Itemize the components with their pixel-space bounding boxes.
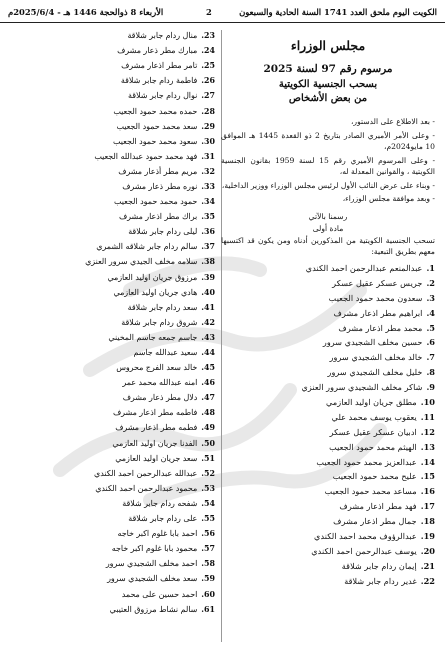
name-list-item <box>10 179 215 194</box>
person-name: مرزوق جريان اوليد العازمي <box>107 272 198 282</box>
person-name: منال ردام جابر شلاقة <box>127 31 198 41</box>
item-number: 7. <box>426 352 435 363</box>
item-number: 43. <box>201 332 215 342</box>
name-list-item <box>221 573 435 588</box>
item-number: 5. <box>426 322 435 333</box>
name-list-item <box>10 526 215 541</box>
person-name: هادي جريان اوليد العازمي <box>113 287 198 297</box>
item-number: 27. <box>201 91 215 101</box>
person-name: محمود عبدالرحمن احمد الكندي <box>95 483 198 493</box>
name-list-item <box>221 275 435 290</box>
item-number: 31. <box>201 151 215 161</box>
name-list-item <box>221 499 435 514</box>
article-title: مادة أولى <box>312 223 344 233</box>
name-list-item <box>10 103 215 118</box>
names-list-left <box>10 28 215 617</box>
name-list-item <box>221 261 435 276</box>
person-name: إيمان ردام جابر شلاقة <box>341 560 417 571</box>
name-list-item <box>10 556 215 571</box>
person-name: نوال ردام جابر شلاقة <box>127 91 198 101</box>
name-list-item <box>10 164 215 179</box>
name-list-item <box>10 405 215 420</box>
item-number: 41. <box>201 302 215 312</box>
item-number: 42. <box>201 317 215 327</box>
name-list-item <box>10 481 215 496</box>
name-list-item <box>10 511 215 526</box>
name-list-item <box>10 149 215 164</box>
name-list-item <box>10 420 215 435</box>
name-list-item <box>10 436 215 451</box>
person-name: سعد محمد حمود الجعيب <box>116 121 198 131</box>
item-number: 19. <box>420 530 435 541</box>
person-name: الفدنا جريان اوليد العازمي <box>112 438 198 448</box>
person-name: فهد محمد حمود عبدالله الجعيب <box>94 151 198 161</box>
item-number: 59. <box>201 574 215 584</box>
person-name: شروق ردام جابر شلاقة <box>121 317 198 327</box>
name-list-item <box>10 330 215 345</box>
person-name: شاكر مخلف الشجيدي سرور العنزي <box>301 382 423 393</box>
item-number: 10. <box>420 396 435 407</box>
name-list-item <box>10 73 215 88</box>
item-number: 51. <box>201 453 215 463</box>
name-list-item <box>10 194 215 209</box>
person-name: احمد مخلف الشجيدي سرور <box>105 559 198 569</box>
name-list-item <box>221 529 435 544</box>
person-name: ادبيان عسكر عقيل عسكر <box>329 426 417 437</box>
person-name: مبارك مطر ذعار مشرف <box>117 46 198 56</box>
preamble-item: - وبناء على عرض النائب الأول لرئيس مجلس الوزراء ووزير الداخلية، <box>221 180 435 190</box>
item-number: 60. <box>201 589 215 599</box>
name-list-item <box>221 424 435 439</box>
preamble-item: - بعد الاطلاع على الدستور، <box>350 117 435 126</box>
name-list-item <box>221 290 435 305</box>
name-list-item <box>10 270 215 285</box>
person-name: فاطمة ردام جابر شلاقة <box>120 76 198 86</box>
decree-title: مرسوم رقم 97 لسنة 2025 <box>263 63 393 75</box>
item-number: 32. <box>201 166 215 176</box>
person-name: الهيثم محمد حمود الجعيب <box>329 441 417 452</box>
name-list-item <box>10 586 215 601</box>
name-list-item <box>10 315 215 330</box>
name-list-item <box>10 209 215 224</box>
name-list-item <box>221 543 435 558</box>
item-number: 21. <box>420 560 435 571</box>
name-list-item <box>10 58 215 73</box>
name-list-item <box>10 345 215 360</box>
name-list-item <box>221 409 435 424</box>
item-number: 8. <box>426 367 435 378</box>
item-number: 16. <box>420 486 435 497</box>
person-name: جاسم جمعه جاسم المخيني <box>108 332 198 342</box>
person-name: تامر مطر اذعار مشرف <box>121 61 198 71</box>
person-name: ابراهيم مطر اذعار مشرف <box>333 307 423 318</box>
name-list-item <box>10 602 215 617</box>
person-name: مطلق جريان اوليد العازمي <box>326 396 417 407</box>
name-list-item <box>10 375 215 390</box>
subject-line-1: بسحب الجنسية الكويتية <box>278 79 378 90</box>
person-name: خالد مخلف الشجيدي سرور <box>329 352 423 363</box>
name-list-item <box>10 239 215 254</box>
item-number: 38. <box>201 257 215 267</box>
name-list-item <box>10 224 215 239</box>
item-number: 15. <box>420 471 435 482</box>
item-number: 53. <box>201 483 215 493</box>
subject-line-2: من بعض الأشخاص <box>288 93 368 104</box>
decree-subject <box>221 78 435 106</box>
name-list-item <box>10 360 215 375</box>
authority-title: مجلس الوزراء <box>290 38 366 53</box>
item-number: 17. <box>420 501 435 512</box>
item-number: 4. <box>426 307 435 318</box>
item-number: 34. <box>201 197 215 207</box>
item-number: 44. <box>201 348 215 358</box>
person-name: سعد مخلف الشجيدي سرور <box>107 574 198 584</box>
item-number: 47. <box>201 393 215 403</box>
person-name: خليل مخلف الشجيدي سرور <box>327 367 423 378</box>
name-list-item <box>10 451 215 466</box>
person-name: سعد جريان اوليد العازمي <box>115 453 198 463</box>
name-list-item <box>10 134 215 149</box>
person-name: احمد حسين على محمد <box>121 589 198 599</box>
person-name: عليح محمد حمود الجعيب <box>332 471 417 482</box>
item-number: 6. <box>426 337 435 348</box>
name-list-item <box>10 88 215 103</box>
person-name: سعدون محمد حمود الجعيب <box>328 292 423 303</box>
preamble-item: - وبعد موافقة مجلس الوزراء، <box>342 194 435 203</box>
name-list-item <box>221 469 435 484</box>
item-number: 9. <box>426 382 435 393</box>
item-number: 3. <box>426 292 435 303</box>
item-number: 20. <box>420 545 435 556</box>
person-name: براك مطر اذعار مشرف <box>119 212 198 222</box>
person-name: عبدالله عبدالرحمن احمد الكندي <box>94 468 198 478</box>
name-list-item <box>10 254 215 269</box>
person-name: احمد بابا غلوم اكبر خاجه <box>117 529 198 539</box>
item-number: 35. <box>201 212 215 222</box>
publication-date: الأربعاء 8 ذوالحجة 1446 هـ - 2025/6/4م <box>8 7 164 17</box>
item-number: 1. <box>426 262 435 273</box>
name-list-item <box>10 43 215 58</box>
name-list-item <box>10 119 215 134</box>
preamble-item: - وعلى المرسوم الأميري رقم 15 لسنة 1959 بقانون الجنسية الكويتية ، والقوانين المعدلة له، <box>221 155 436 176</box>
name-list-item <box>221 335 435 350</box>
name-list-item <box>10 390 215 405</box>
person-name: فطمه مطر اذعار مشرف <box>115 423 198 433</box>
name-list-item <box>10 496 215 511</box>
person-name: نوره مطر ذعار مشرف <box>122 181 198 191</box>
person-name: مريم مطر أذعار مشرف <box>118 166 198 176</box>
publication-info: الكويت اليوم ملحق العدد 1741 السنة الحادية والسبعون <box>239 7 437 17</box>
item-number: 61. <box>201 604 215 614</box>
person-name: غدير ردام جابر شلاقة <box>344 575 417 586</box>
name-list-item <box>221 454 435 469</box>
page-header <box>0 0 445 23</box>
person-name: عبدالعزيز محمد حمود الجعيب <box>316 456 417 467</box>
item-number: 58. <box>201 559 215 569</box>
person-name: عبدالمنعم عبدالرحمن احمد الكندي <box>305 262 423 273</box>
person-name: ليلى ردام جابر شلاقة <box>128 227 198 237</box>
item-number: 36. <box>201 227 215 237</box>
item-number: 14. <box>420 456 435 467</box>
person-name: يعقوب يوسف محمد علي <box>331 411 417 422</box>
name-list-item <box>221 514 435 529</box>
name-list-item <box>10 466 215 481</box>
item-number: 37. <box>201 242 215 252</box>
item-number: 22. <box>420 575 435 586</box>
name-list-item <box>221 365 435 380</box>
name-list-item <box>221 305 435 320</box>
item-number: 13. <box>420 441 435 452</box>
person-name: حسين مخلف الشجيدي سرور <box>322 337 423 348</box>
person-name: امنه عبدالله محمد عمر <box>122 378 198 388</box>
item-number: 18. <box>420 516 435 527</box>
person-name: عبدالرؤوف محمد احمد الكندي <box>314 530 417 541</box>
person-name: دلال مطر ذعار مشرف <box>122 393 198 403</box>
name-list-item <box>10 571 215 586</box>
item-number: 33. <box>201 181 215 191</box>
item-number: 25. <box>201 61 215 71</box>
person-name: فاطمه مطر اذعار مشرف <box>113 408 198 418</box>
item-number: 45. <box>201 363 215 373</box>
person-name: سعيد عبدالله جاسم <box>133 348 198 358</box>
name-list-item <box>221 484 435 499</box>
item-number: 23. <box>201 31 215 41</box>
name-list-item <box>10 28 215 43</box>
person-name: سلامه مخلف الجيدي سرور العنزي <box>85 257 198 267</box>
item-number: 26. <box>201 76 215 86</box>
preamble-item: - وعلى الأمر الأميري الصادر بتاريخ 2 ذو القعدة 1445 هـ الموافق 10 مايو2024م، <box>221 130 435 151</box>
person-name: مساعد محمد حمود الجعيب <box>324 486 417 497</box>
name-list-item <box>221 439 435 454</box>
person-name: على ردام جابر شلاقة <box>128 514 198 524</box>
item-number: 2. <box>426 277 435 288</box>
name-list-item <box>10 541 215 556</box>
person-name: جمال مطر اذعار مشرف <box>333 516 417 527</box>
item-number: 29. <box>201 121 215 131</box>
article-body: تسحب الجنسية الكويتية من المذكورين أدناه ومن يكون قد اكتسبها معهم بطريق التبعية: <box>221 235 435 256</box>
name-list-item <box>221 320 435 335</box>
person-name: شفحه ردام جابر شلاقة <box>122 498 198 508</box>
item-number: 57. <box>201 544 215 554</box>
person-name: خالد سعد الفرج محروس <box>116 363 198 373</box>
item-number: 56. <box>201 529 215 539</box>
person-name: سعد ردام جابر شلاقة <box>127 302 198 312</box>
item-number: 46. <box>201 378 215 388</box>
item-number: 11. <box>420 411 435 422</box>
name-list-item <box>221 395 435 410</box>
name-list-item <box>221 380 435 395</box>
person-name: حمود محمد حمود الجعيب <box>114 197 198 207</box>
item-number: 49. <box>201 423 215 433</box>
page-number: 2 <box>206 7 212 17</box>
person-name: محمود بابا غلوم اكبر خاجه <box>111 544 198 554</box>
item-number: 54. <box>201 498 215 508</box>
right-column <box>221 28 435 588</box>
person-name: يوسف عبدالرحمن احمد الكندي <box>311 545 417 556</box>
person-name: حمده محمد حمود الجعيب <box>113 106 198 116</box>
item-number: 30. <box>201 136 215 146</box>
item-number: 48. <box>201 408 215 418</box>
item-number: 12. <box>420 426 435 437</box>
name-list-item <box>10 300 215 315</box>
person-name: جريس عسكر عقيل عسكر <box>332 277 423 288</box>
name-list-item <box>10 285 215 300</box>
names-list-right <box>221 261 435 589</box>
name-list-item <box>221 558 435 573</box>
person-name: محمد مطر اذعار مشرف <box>338 322 423 333</box>
name-list-item <box>221 350 435 365</box>
item-number: 24. <box>201 46 215 56</box>
person-name: سالم ردام جابر شلاقه الشمري <box>96 242 198 252</box>
person-name: فهد مطر اذعار مشرف <box>339 501 417 512</box>
item-number: 50. <box>201 438 215 448</box>
item-number: 40. <box>201 287 215 297</box>
decreed-line: رسمنا بالآتي <box>308 211 348 221</box>
item-number: 28. <box>201 106 215 116</box>
person-name: سعود محمد حمود الجعيب <box>113 136 198 146</box>
item-number: 39. <box>201 272 215 282</box>
person-name: سالم نشاط مرزوق العتيبي <box>109 604 198 614</box>
item-number: 52. <box>201 468 215 478</box>
item-number: 55. <box>201 514 215 524</box>
